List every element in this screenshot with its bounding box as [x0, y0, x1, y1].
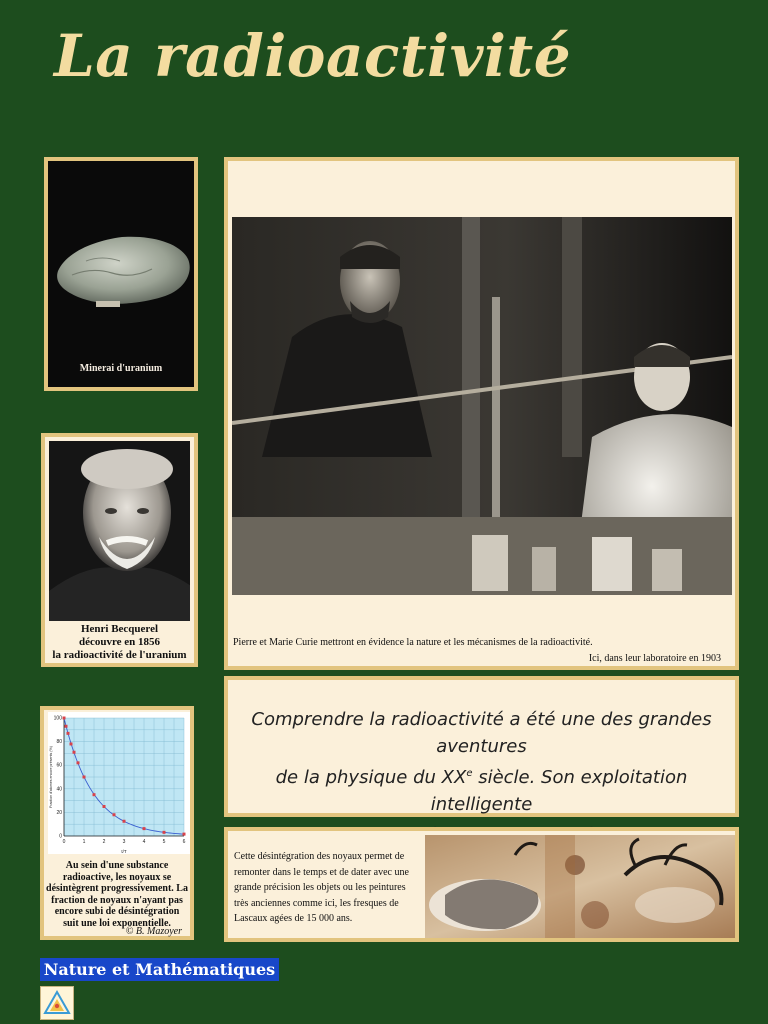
uranium-ore-caption: Minerai d'uranium	[79, 363, 163, 374]
y-tick-label: 60	[56, 762, 62, 769]
uranium-ore-image	[52, 225, 194, 315]
quote-line2	[228, 760, 735, 818]
decay-graph-panel	[40, 706, 194, 940]
nature-mathematiques-logo-icon	[40, 986, 74, 1020]
x-tick-label: 4	[142, 839, 146, 845]
becquerel-portrait	[49, 441, 190, 621]
lascaux-text: Cette désintégration des noyaux permet de remonter dans le temps et de dater avec une grande précision les objets ou les peintures très anciennes comme ici, les fresques de Lascaux agées de 15 000 ans.	[234, 851, 409, 924]
data-point	[93, 793, 96, 796]
x-tick-label: 3	[122, 839, 126, 845]
x-tick-label: 2	[102, 839, 106, 845]
data-point	[65, 725, 68, 728]
quote-line2-sup: e	[466, 768, 473, 779]
quote-panel	[224, 676, 739, 817]
uranium-ore-panel	[44, 157, 198, 391]
curie-panel	[224, 157, 739, 670]
curie-lab-photo	[232, 217, 732, 595]
curie-caption-sub: Ici, dans leur laboratoire en 1903	[588, 653, 721, 664]
data-point	[70, 742, 73, 745]
decay-graph-caption: Au sein d'une substance radioactive, les noyaux se désintègrent progressivement. La fraction de noyaux n'ayant pas encore subi de désintégration suit une loi exponentielle.	[46, 860, 188, 929]
data-point	[83, 776, 86, 779]
data-point	[143, 827, 146, 830]
data-point	[103, 805, 106, 808]
y-tick-label: 80	[56, 739, 62, 746]
page-title: La radioactivité	[54, 22, 572, 90]
data-point	[123, 820, 126, 823]
quote-line2-b: siècle. Son exploitation intelligente	[430, 767, 688, 815]
x-tick-label: 0	[62, 839, 66, 845]
becquerel-caption-line2: découvre en 1856	[78, 636, 161, 648]
becquerel-caption-line1: Henri Becquerel	[80, 623, 159, 635]
data-point	[67, 732, 70, 735]
y-tick-label: 0	[59, 833, 62, 840]
becquerel-caption-line3: la radioactivité de l'uranium	[52, 649, 187, 661]
x-tick-label: 1	[82, 839, 86, 845]
x-tick-label: 6	[182, 839, 186, 845]
y-tick-label: 40	[56, 786, 62, 793]
data-point	[63, 717, 66, 720]
data-point	[113, 813, 116, 816]
data-point	[163, 831, 166, 834]
x-axis-label: t/T	[121, 849, 127, 854]
y-axis-label: Fraction d'atomes encore présents (%)	[49, 746, 53, 808]
becquerel-caption	[45, 623, 194, 662]
x-tick-label: 5	[162, 839, 166, 845]
decay-graph-credit: © B. Mazoyer	[125, 926, 182, 937]
y-tick-label: 20	[56, 809, 62, 816]
data-point	[77, 761, 80, 764]
curie-caption-main: Pierre et Marie Curie mettront en évidence la nature et les mécanismes de la radioactivité.	[233, 637, 593, 648]
decay-chart	[48, 712, 190, 854]
data-point	[73, 751, 76, 754]
quote-line2-a: de la physique du XX	[275, 767, 467, 788]
quote-line1: Comprendre la radioactivité a été une des grandes aventures	[251, 709, 712, 757]
lascaux-painting	[425, 835, 735, 938]
data-point	[183, 833, 186, 836]
becquerel-panel	[41, 433, 198, 667]
lascaux-panel	[224, 827, 739, 942]
y-tick-label: 100	[53, 715, 62, 722]
nature-mathematiques-badge: Nature et Mathématiques	[40, 958, 279, 981]
